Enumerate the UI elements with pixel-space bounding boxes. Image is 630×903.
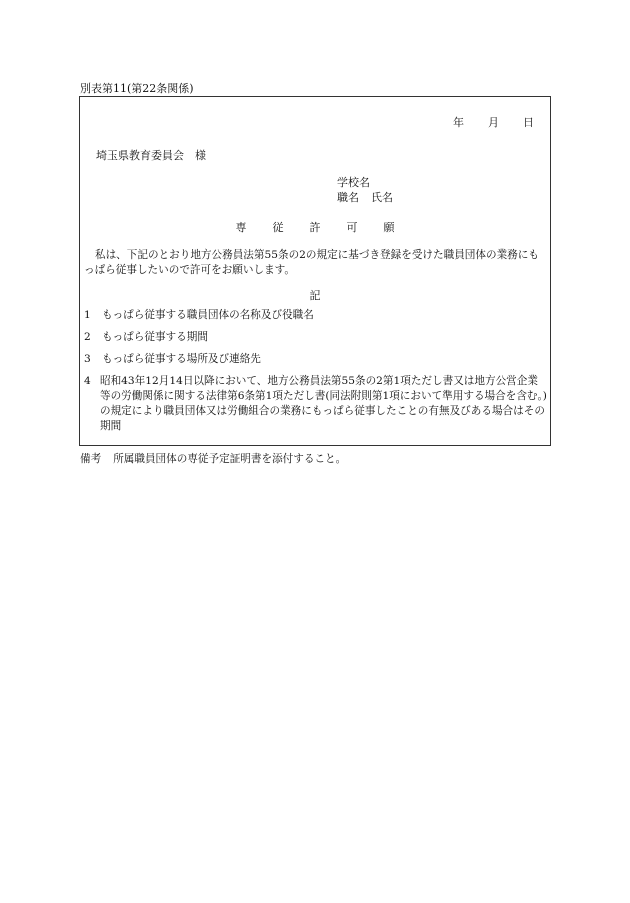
title-char: 許 bbox=[309, 221, 321, 234]
title-char: 従 bbox=[272, 221, 284, 234]
addressee: 埼玉県教育委員会 様 bbox=[96, 149, 206, 162]
item-text: もっぱら従事する場所及び連絡先 bbox=[102, 353, 261, 365]
remarks-text: 所属職員団体の専従予定証明書を添付すること。 bbox=[113, 453, 347, 465]
item-text: もっぱら従事する期間 bbox=[102, 331, 208, 343]
school-name-label: 学校名 bbox=[337, 176, 370, 189]
item-text: 昭和43年12月14日以降において、地方公務員法第55条の2第1項ただし書又は地方公営企業等の労働関係に関する法律第6条第1項ただし書(同法附則第1項において準用する場合を含む。)の規定により職員団体又は労働組合の業務にもっぱら従事したことの有無及びある場合はその期間 bbox=[100, 375, 547, 432]
table-caption: 別表第11(第22条関係) bbox=[80, 82, 194, 95]
list-item bbox=[84, 374, 548, 434]
title-char: 可 bbox=[346, 221, 358, 234]
item-number: 4 bbox=[84, 375, 91, 387]
date-line bbox=[453, 114, 534, 130]
title-char: 願 bbox=[383, 221, 395, 234]
name-label: 氏名 bbox=[371, 191, 393, 204]
date-day-label: 日 bbox=[523, 116, 534, 129]
item-number: 3 bbox=[84, 353, 91, 365]
list-item bbox=[84, 308, 314, 323]
remarks-label: 備考 bbox=[80, 453, 102, 465]
applicant-block bbox=[337, 175, 393, 205]
application-form bbox=[79, 96, 551, 446]
document-title bbox=[80, 219, 550, 235]
date-year-label: 年 bbox=[453, 116, 464, 129]
request-body: 私は、下記のとおり地方公務員法第55条の2の規定に基づき登録を受けた職員団体の業務にもっぱら従事したいので許可をお願いします。 bbox=[84, 249, 539, 276]
item-number: 1 bbox=[84, 309, 91, 321]
list-item bbox=[84, 352, 261, 367]
date-month-label: 月 bbox=[488, 116, 499, 129]
remarks bbox=[80, 451, 346, 466]
position-name-row bbox=[337, 190, 393, 205]
ki-heading: 記 bbox=[309, 289, 321, 302]
list-item bbox=[84, 330, 208, 345]
position-label: 職名 bbox=[337, 191, 359, 204]
title-char: 専 bbox=[235, 221, 247, 234]
item-text: もっぱら従事する職員団体の名称及び役職名 bbox=[102, 309, 314, 321]
item-number: 2 bbox=[84, 331, 91, 343]
